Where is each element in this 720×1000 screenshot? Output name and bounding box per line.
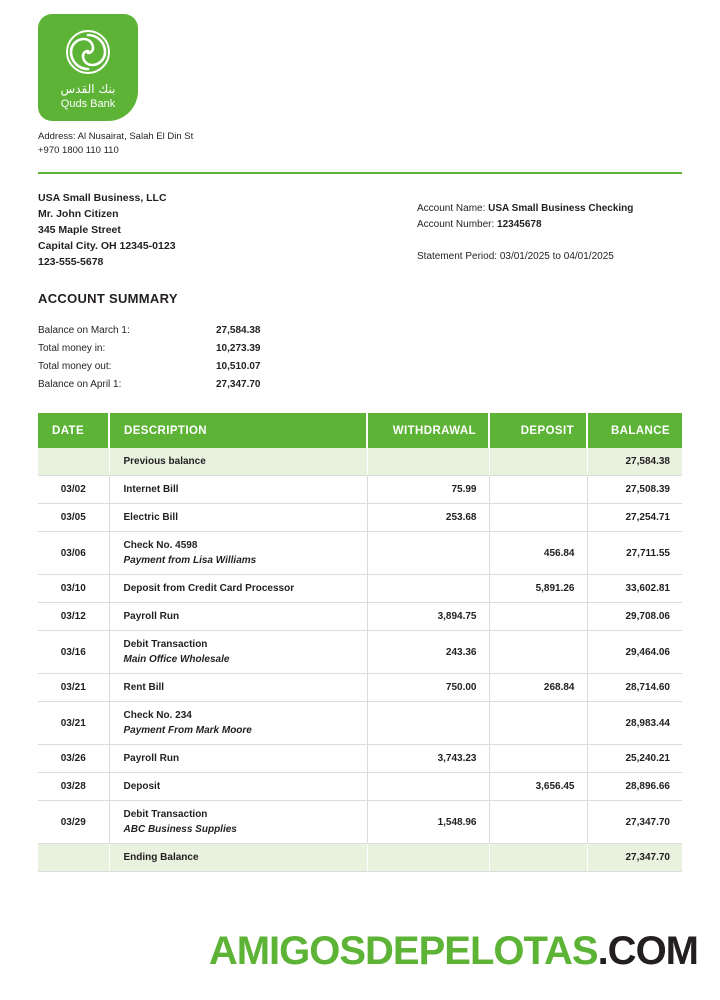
account-name-value: USA Small Business Checking — [488, 203, 634, 214]
description-main: Check No. 4598 — [123, 540, 198, 551]
header-balance: BALANCE — [587, 413, 682, 448]
cell-balance: 27,584.38 — [587, 448, 682, 476]
summary-row — [38, 322, 336, 340]
table-row — [38, 575, 682, 603]
cell-deposit: 268.84 — [489, 674, 587, 702]
header-description: DESCRIPTION — [109, 413, 367, 448]
description-main: Rent Bill — [123, 682, 165, 693]
cell-balance: 29,464.06 — [587, 631, 682, 674]
cell-withdrawal: 243.36 — [367, 631, 489, 674]
cell-balance: 28,896.66 — [587, 773, 682, 801]
description-main: Payroll Run — [123, 611, 180, 622]
header-date: DATE — [38, 413, 109, 448]
transactions-table — [38, 413, 682, 872]
cell-description — [109, 532, 367, 575]
account-number-label: Account Number: — [417, 219, 495, 230]
cell-withdrawal: 750.00 — [367, 674, 489, 702]
description-main: Electric Bill — [123, 512, 178, 523]
description-main: Payroll Run — [123, 753, 180, 764]
cell-deposit — [489, 631, 587, 674]
account-number-row — [417, 217, 633, 233]
cell-deposit — [489, 504, 587, 532]
table-row — [38, 532, 682, 575]
cell-date: 03/05 — [38, 504, 109, 532]
cell-date: 03/02 — [38, 476, 109, 504]
bank-logo-block — [38, 14, 138, 121]
cell-date: 03/29 — [38, 801, 109, 844]
cell-description: Ending Balance — [109, 844, 367, 872]
description-sub: Payment From Mark Moore — [123, 725, 252, 736]
cell-date: 03/21 — [38, 674, 109, 702]
cell-withdrawal: 3,743.23 — [367, 745, 489, 773]
table-row-previous-balance — [38, 448, 682, 476]
cell-balance: 27,347.70 — [587, 801, 682, 844]
cell-balance: 27,508.39 — [587, 476, 682, 504]
summary-label: Total money out: — [38, 361, 112, 372]
cell-withdrawal — [367, 532, 489, 575]
customer-company: USA Small Business, LLC — [38, 192, 167, 204]
cell-withdrawal: 1,548.96 — [367, 801, 489, 844]
table-row — [38, 801, 682, 844]
summary-row — [38, 358, 336, 376]
account-summary-table — [38, 322, 336, 394]
table-row — [38, 504, 682, 532]
cell-withdrawal: 3,894.75 — [367, 603, 489, 631]
description-sub: Main Office Wholesale — [123, 654, 230, 665]
customer-name: Mr. John Citizen — [38, 208, 119, 220]
cell-description — [109, 631, 367, 674]
statement-period: Statement Period: 03/01/2025 to 04/01/2025 — [417, 251, 614, 262]
cell-balance: 28,714.60 — [587, 674, 682, 702]
cell-date: 03/28 — [38, 773, 109, 801]
cell-date: 03/10 — [38, 575, 109, 603]
cell-deposit — [489, 745, 587, 773]
cell-description — [109, 745, 367, 773]
customer-city: Capital City. OH 12345-0123 — [38, 240, 176, 252]
cell-withdrawal: 75.99 — [367, 476, 489, 504]
transactions-body — [38, 448, 682, 872]
cell-date: 03/26 — [38, 745, 109, 773]
cell-balance: 28,983.44 — [587, 702, 682, 745]
summary-row — [38, 340, 336, 358]
cell-date: 03/21 — [38, 702, 109, 745]
cell-deposit: 3,656.45 — [489, 773, 587, 801]
cell-deposit: 5,891.26 — [489, 575, 587, 603]
bank-phone: +970 1800 110 110 — [38, 145, 119, 156]
description-sub: ABC Business Supplies — [123, 824, 237, 835]
description-main: Deposit from Credit Card Processor — [123, 583, 295, 594]
cell-withdrawal — [367, 773, 489, 801]
cell-date — [38, 448, 109, 476]
account-number-value: 12345678 — [497, 219, 542, 230]
cell-withdrawal — [367, 575, 489, 603]
account-name-label: Account Name: — [417, 203, 486, 214]
table-row — [38, 773, 682, 801]
summary-row — [38, 376, 336, 394]
watermark-part3: .COM — [597, 929, 698, 973]
cell-balance: 27,711.55 — [587, 532, 682, 575]
description-main: Debit Transaction — [123, 809, 208, 820]
cell-balance: 27,254.71 — [587, 504, 682, 532]
cell-withdrawal — [367, 844, 489, 872]
cell-withdrawal — [367, 702, 489, 745]
table-header-row — [38, 413, 682, 448]
summary-label: Balance on April 1: — [38, 379, 122, 390]
cell-deposit — [489, 844, 587, 872]
table-row — [38, 702, 682, 745]
cell-deposit — [489, 702, 587, 745]
cell-date — [38, 844, 109, 872]
bank-name-english: Quds Bank — [60, 98, 116, 110]
cell-description — [109, 575, 367, 603]
description-main: Deposit — [123, 781, 161, 792]
account-name-row — [417, 201, 633, 217]
cell-description — [109, 773, 367, 801]
table-row — [38, 631, 682, 674]
cell-balance: 33,602.81 — [587, 575, 682, 603]
table-row — [38, 603, 682, 631]
cell-deposit — [489, 603, 587, 631]
header-withdrawal: WITHDRAWAL — [367, 413, 489, 448]
cell-description — [109, 702, 367, 745]
summary-value: 10,510.07 — [216, 361, 261, 372]
cell-description — [109, 801, 367, 844]
header-deposit: DEPOSIT — [489, 413, 587, 448]
description-main: Internet Bill — [123, 484, 179, 495]
cell-deposit: 456.84 — [489, 532, 587, 575]
cell-date: 03/12 — [38, 603, 109, 631]
bank-address-line: Address: Al Nusairat, Salah El Din St — [38, 131, 194, 142]
cell-description — [109, 603, 367, 631]
account-info-block — [417, 201, 633, 265]
cell-deposit — [489, 448, 587, 476]
bank-name-arabic: بنك القدس — [60, 82, 116, 96]
cell-withdrawal: 253.68 — [367, 504, 489, 532]
bank-address — [38, 130, 193, 158]
cell-balance: 25,240.21 — [587, 745, 682, 773]
account-summary-title: ACCOUNT SUMMARY — [38, 291, 178, 306]
summary-label: Balance on March 1: — [38, 325, 130, 336]
cell-balance: 29,708.06 — [587, 603, 682, 631]
cell-description — [109, 504, 367, 532]
table-row-ending-balance — [38, 844, 682, 872]
cell-description: Previous balance — [109, 448, 367, 476]
cell-balance: 27,347.70 — [587, 844, 682, 872]
description-main: Debit Transaction — [123, 639, 208, 650]
table-row — [38, 674, 682, 702]
watermark — [38, 929, 698, 974]
cell-date: 03/16 — [38, 631, 109, 674]
table-row — [38, 745, 682, 773]
table-row — [38, 476, 682, 504]
cell-date: 03/06 — [38, 532, 109, 575]
summary-value: 10,273.39 — [216, 343, 261, 354]
customer-phone: 123-555-5678 — [38, 256, 104, 268]
cell-deposit — [489, 476, 587, 504]
customer-street: 345 Maple Street — [38, 224, 121, 236]
description-main: Check No. 234 — [123, 710, 192, 721]
header-divider — [38, 172, 682, 174]
description-sub: Payment from Lisa Williams — [123, 555, 257, 566]
cell-deposit — [489, 801, 587, 844]
customer-address-block — [38, 190, 176, 270]
watermark-part2: DEPELOTAS — [365, 929, 598, 973]
cell-description — [109, 476, 367, 504]
summary-value: 27,347.70 — [216, 379, 261, 390]
summary-value: 27,584.38 — [216, 325, 261, 336]
watermark-part1: AMIGOS — [208, 929, 366, 973]
cell-description — [109, 674, 367, 702]
quds-bank-spiral-logo-icon — [66, 30, 110, 74]
summary-label: Total money in: — [38, 343, 106, 354]
cell-withdrawal — [367, 448, 489, 476]
